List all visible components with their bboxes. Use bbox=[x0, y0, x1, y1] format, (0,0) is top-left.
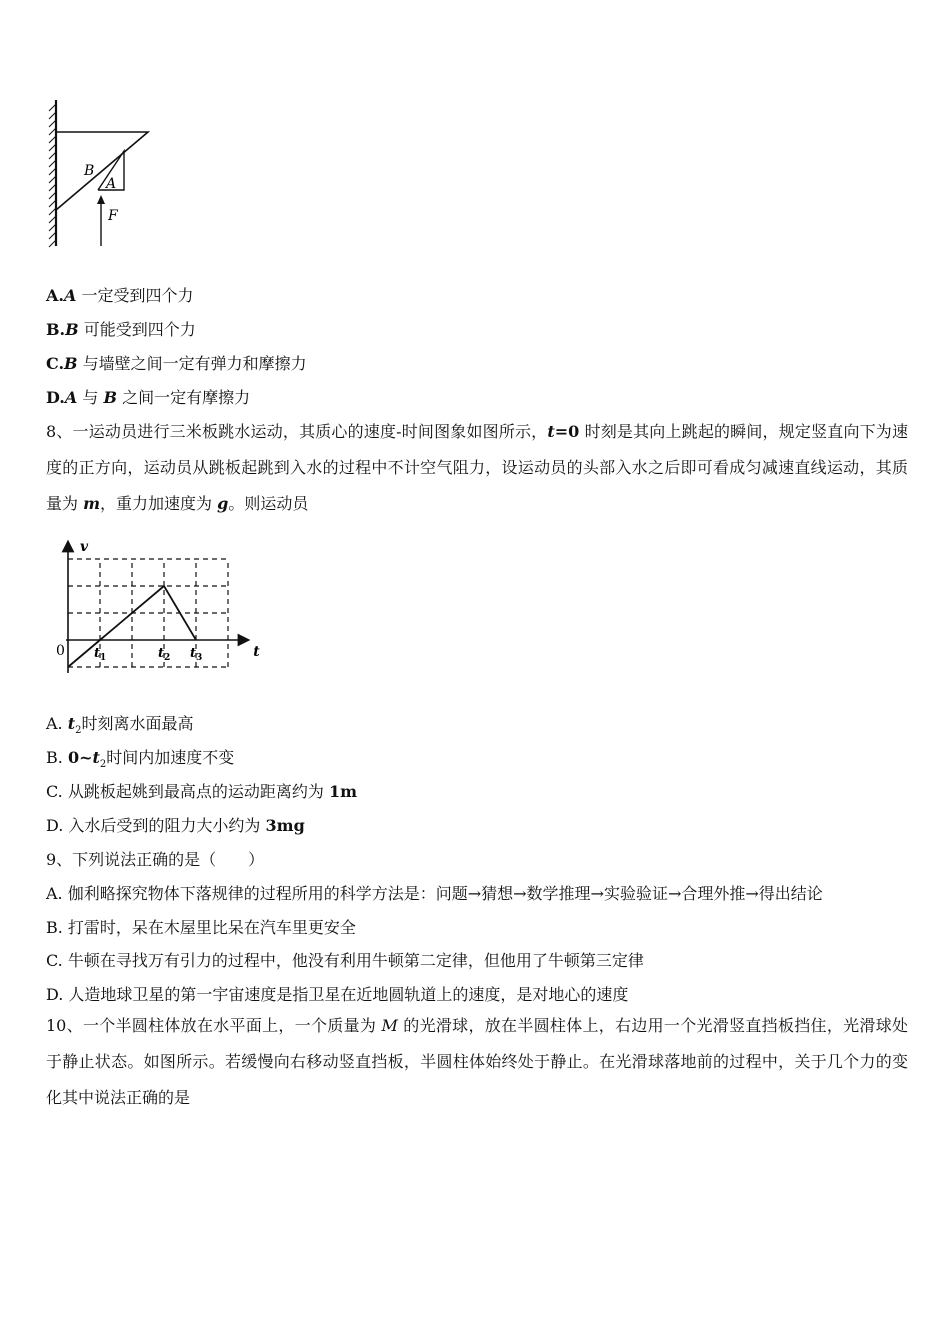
label-b: B bbox=[84, 163, 95, 179]
q9-option-b: B. 打雷时，呆在木屋里比呆在汽车里更安全 bbox=[46, 918, 356, 937]
q8-option-a: A. $t_2$时刻离水面最高 bbox=[46, 714, 194, 737]
tick-label-t2: $t_2$ bbox=[158, 646, 171, 663]
q7-option-b: B.B 可能受到四个力 bbox=[46, 320, 196, 339]
label-a: A bbox=[106, 176, 117, 192]
q10-stem: 10、一个半圆柱体放在水平面上，一个质量为 M 的光滑球，放在半圆柱体上，右边用一个光滑竖直挡板挡住，光滑球处于静止状态。如图所示。若缓慢向右移动竖直挡板，半圆柱体始终处于静止。在光滑球落地前的过程中，关于几个力的变化其中说法正确的是 bbox=[46, 1016, 908, 1107]
q8-option-b: B. $0\sim t_2$时间内加速度不变 bbox=[46, 748, 235, 771]
tick-label-t1: $t_1$ bbox=[94, 646, 107, 663]
wall-block-diagram bbox=[40, 98, 160, 250]
q9-option-d: D. 人造地球卫星的第一宇宙速度是指卫星在近地圆轨道上的速度，是对地心的速度 bbox=[46, 985, 629, 1004]
label-f: F bbox=[108, 208, 118, 224]
q8-option-c: C. 从跳板起姚到最高点的运动距离约为 1m bbox=[46, 782, 357, 801]
q9-option-a: A. 伽利略探究物体下落规律的过程所用的科学方法是：问题→猜想→数学推理→实验验证→合理外推→得出结论 bbox=[46, 884, 823, 903]
origin-label: 0 bbox=[56, 643, 65, 659]
velocity-time-chart bbox=[48, 528, 288, 688]
q7-option-d: D.A 与 B 之间一定有摩擦力 bbox=[46, 388, 251, 407]
q7-option-a: A.A 一定受到四个力 bbox=[46, 286, 194, 305]
q9-option-c: C. 牛顿在寻找万有引力的过程中，他没有利用牛顿第二定律，但他用了牛顿第三定律 bbox=[46, 951, 644, 970]
tick-label-t3: $t_3$ bbox=[190, 646, 203, 663]
v-axis-label: v bbox=[80, 538, 89, 555]
q8-option-d: D. 入水后受到的阻力大小约为 3mg bbox=[46, 816, 305, 835]
q8-stem: 8、一运动员进行三米板跳水运动，其质心的速度-时间图象如图所示，t=0 时刻是其向上跳起的瞬间，规定竖直向下为速度的正方向，运动员从跳板起跳到入水的过程中不计空气阻力，设运动员的头部入水之后即可看成匀减速直线运动，其质量为 m，重力加速度为 g。则运动员 bbox=[46, 422, 908, 513]
q9-stem: 9、下列说法正确的是（ ） bbox=[46, 850, 265, 869]
q7-option-c: C.B 与墙壁之间一定有弹力和摩擦力 bbox=[46, 354, 307, 373]
t-axis-label: t bbox=[253, 644, 260, 660]
